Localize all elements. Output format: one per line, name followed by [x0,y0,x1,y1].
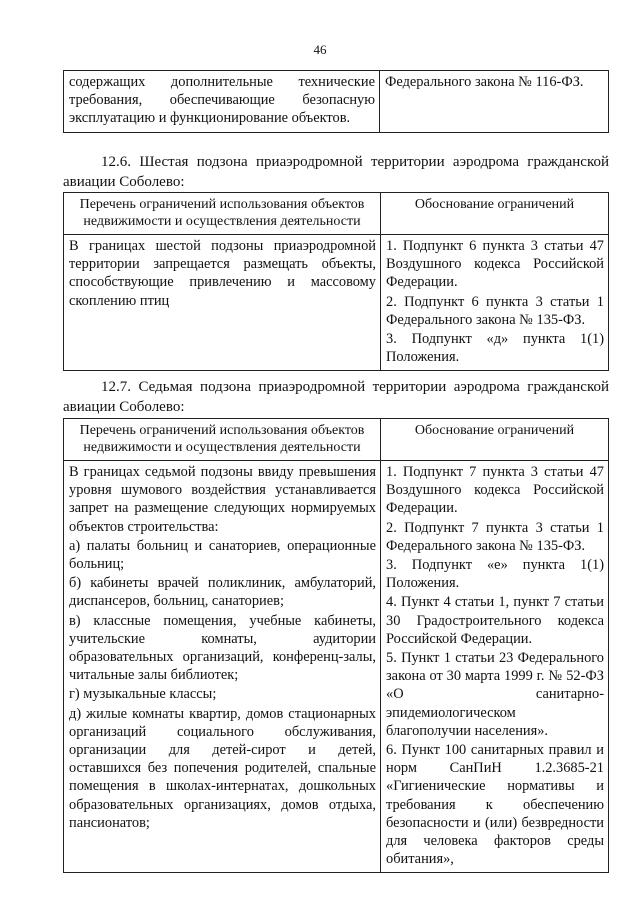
table-section-7 [63,418,609,873]
section-6-heading-text: 12.6. Шестая подзона приаэродромной территории аэродрома гражданской авиации Соболево: [63,154,609,190]
justification-item: 2. Подпункт 6 пункта 3 статьи 1 Федерального закона № 135-ФЗ. [386,293,604,328]
section-7-heading [63,378,609,417]
table-cell-left [64,71,380,133]
restriction-item: а) палаты больниц и санаториев, операционные больниц; [69,537,376,573]
restriction-text: В границах шестой подзоны приаэродромной территории запрещается размещать объекты, способствующие привлечению и массовому скоплению птиц [69,238,376,309]
table-row [64,71,609,133]
table-row [64,235,609,371]
table-header-row [64,419,609,461]
section-6-heading [63,153,609,192]
table-cell-right [381,461,609,873]
restriction-item: в) классные помещения, учебные кабинеты, учительские комнаты, аудитории образовательных организаций, конференц-залы, читальные залы библиотек; [69,612,376,684]
table-header-row [64,193,609,235]
justification-item: 4. Пункт 4 статьи 1, пункт 7 статьи 30 Градостроительного кодекса Российской Федерации. [386,594,604,647]
table-cell-left [64,461,381,873]
justification-item: 1. Подпункт 7 пункта 3 статьи 47 Воздушного кодекса Российской Федерации. [386,464,604,517]
justification-item: 1. Подпункт 6 пункта 3 статьи 47 Воздушного кодекса Российской Федерации. [386,238,604,291]
restriction-item: г) музыкальные классы; [69,686,217,703]
table-continued [63,70,609,133]
table-cell-right [381,235,609,371]
column-header-justification: Обоснование ограничений [381,193,609,235]
column-header-restrictions: Перечень ограничений использования объектов недвижимости и осуществления деятельности [64,193,381,235]
justification-item: 5. Пункт 1 статьи 23 Федерального закона от 30 марта 1999 г. № 52-ФЗ «О санитарно-эпидемиологическом благополучии населения». [386,650,604,739]
page-number: 46 [313,42,327,57]
section-7-heading-text: 12.7. Седьмая подзона приаэродромной территории аэродрома гражданской авиации Соболево: [63,379,609,415]
justification-item: 3. Подпункт «е» пункта 1(1) Положения. [386,557,604,592]
restriction-item: б) кабинеты врачей поликлиник, амбулаторий, диспансеров, больниц, санаториев; [69,575,376,610]
justification-item: 3. Подпункт «д» пункта 1(1) Положения. [386,331,604,366]
justification-item: 2. Подпункт 7 пункта 3 статьи 1 Федерального закона № 135-ФЗ. [386,519,604,554]
table-cell-right [380,71,609,133]
restriction-item: В границах седьмой подзоны ввиду превышения уровня шумового воздействия устанавливается запрет на размещение следующих нормируемых объектов строительства: [69,464,376,535]
justification-text: Федерального закона № 116-ФЗ. [385,74,584,90]
column-header-justification: Обоснование ограничений [381,419,609,461]
column-header-restrictions: Перечень ограничений использования объектов недвижимости и осуществления деятельности [64,419,381,461]
justification-item: 6. Пункт 100 санитарных правил и норм СанПиН 1.2.3685-21 «Гигиенические нормативы и требования к обеспечению безопасности и (или) безвредности для человека факторов среды обитания», [386,742,604,868]
table-section-6 [63,192,609,371]
table-row [64,461,609,873]
restriction-item: д) жилые комнаты квартир, домов стационарных организаций социального обслуживания, организации для детей-сирот и детей, оставшихся без попечения родителей, спальные помещения в школах-интернатах, дошкольных образовательных организациях, домов отдыха, пансионатов; [69,705,376,831]
table-cell-left [64,235,381,371]
restriction-text: содержащих дополнительные технические требования, обеспечивающие безопасную эксплуатацию и функционирование объектов. [69,74,375,127]
